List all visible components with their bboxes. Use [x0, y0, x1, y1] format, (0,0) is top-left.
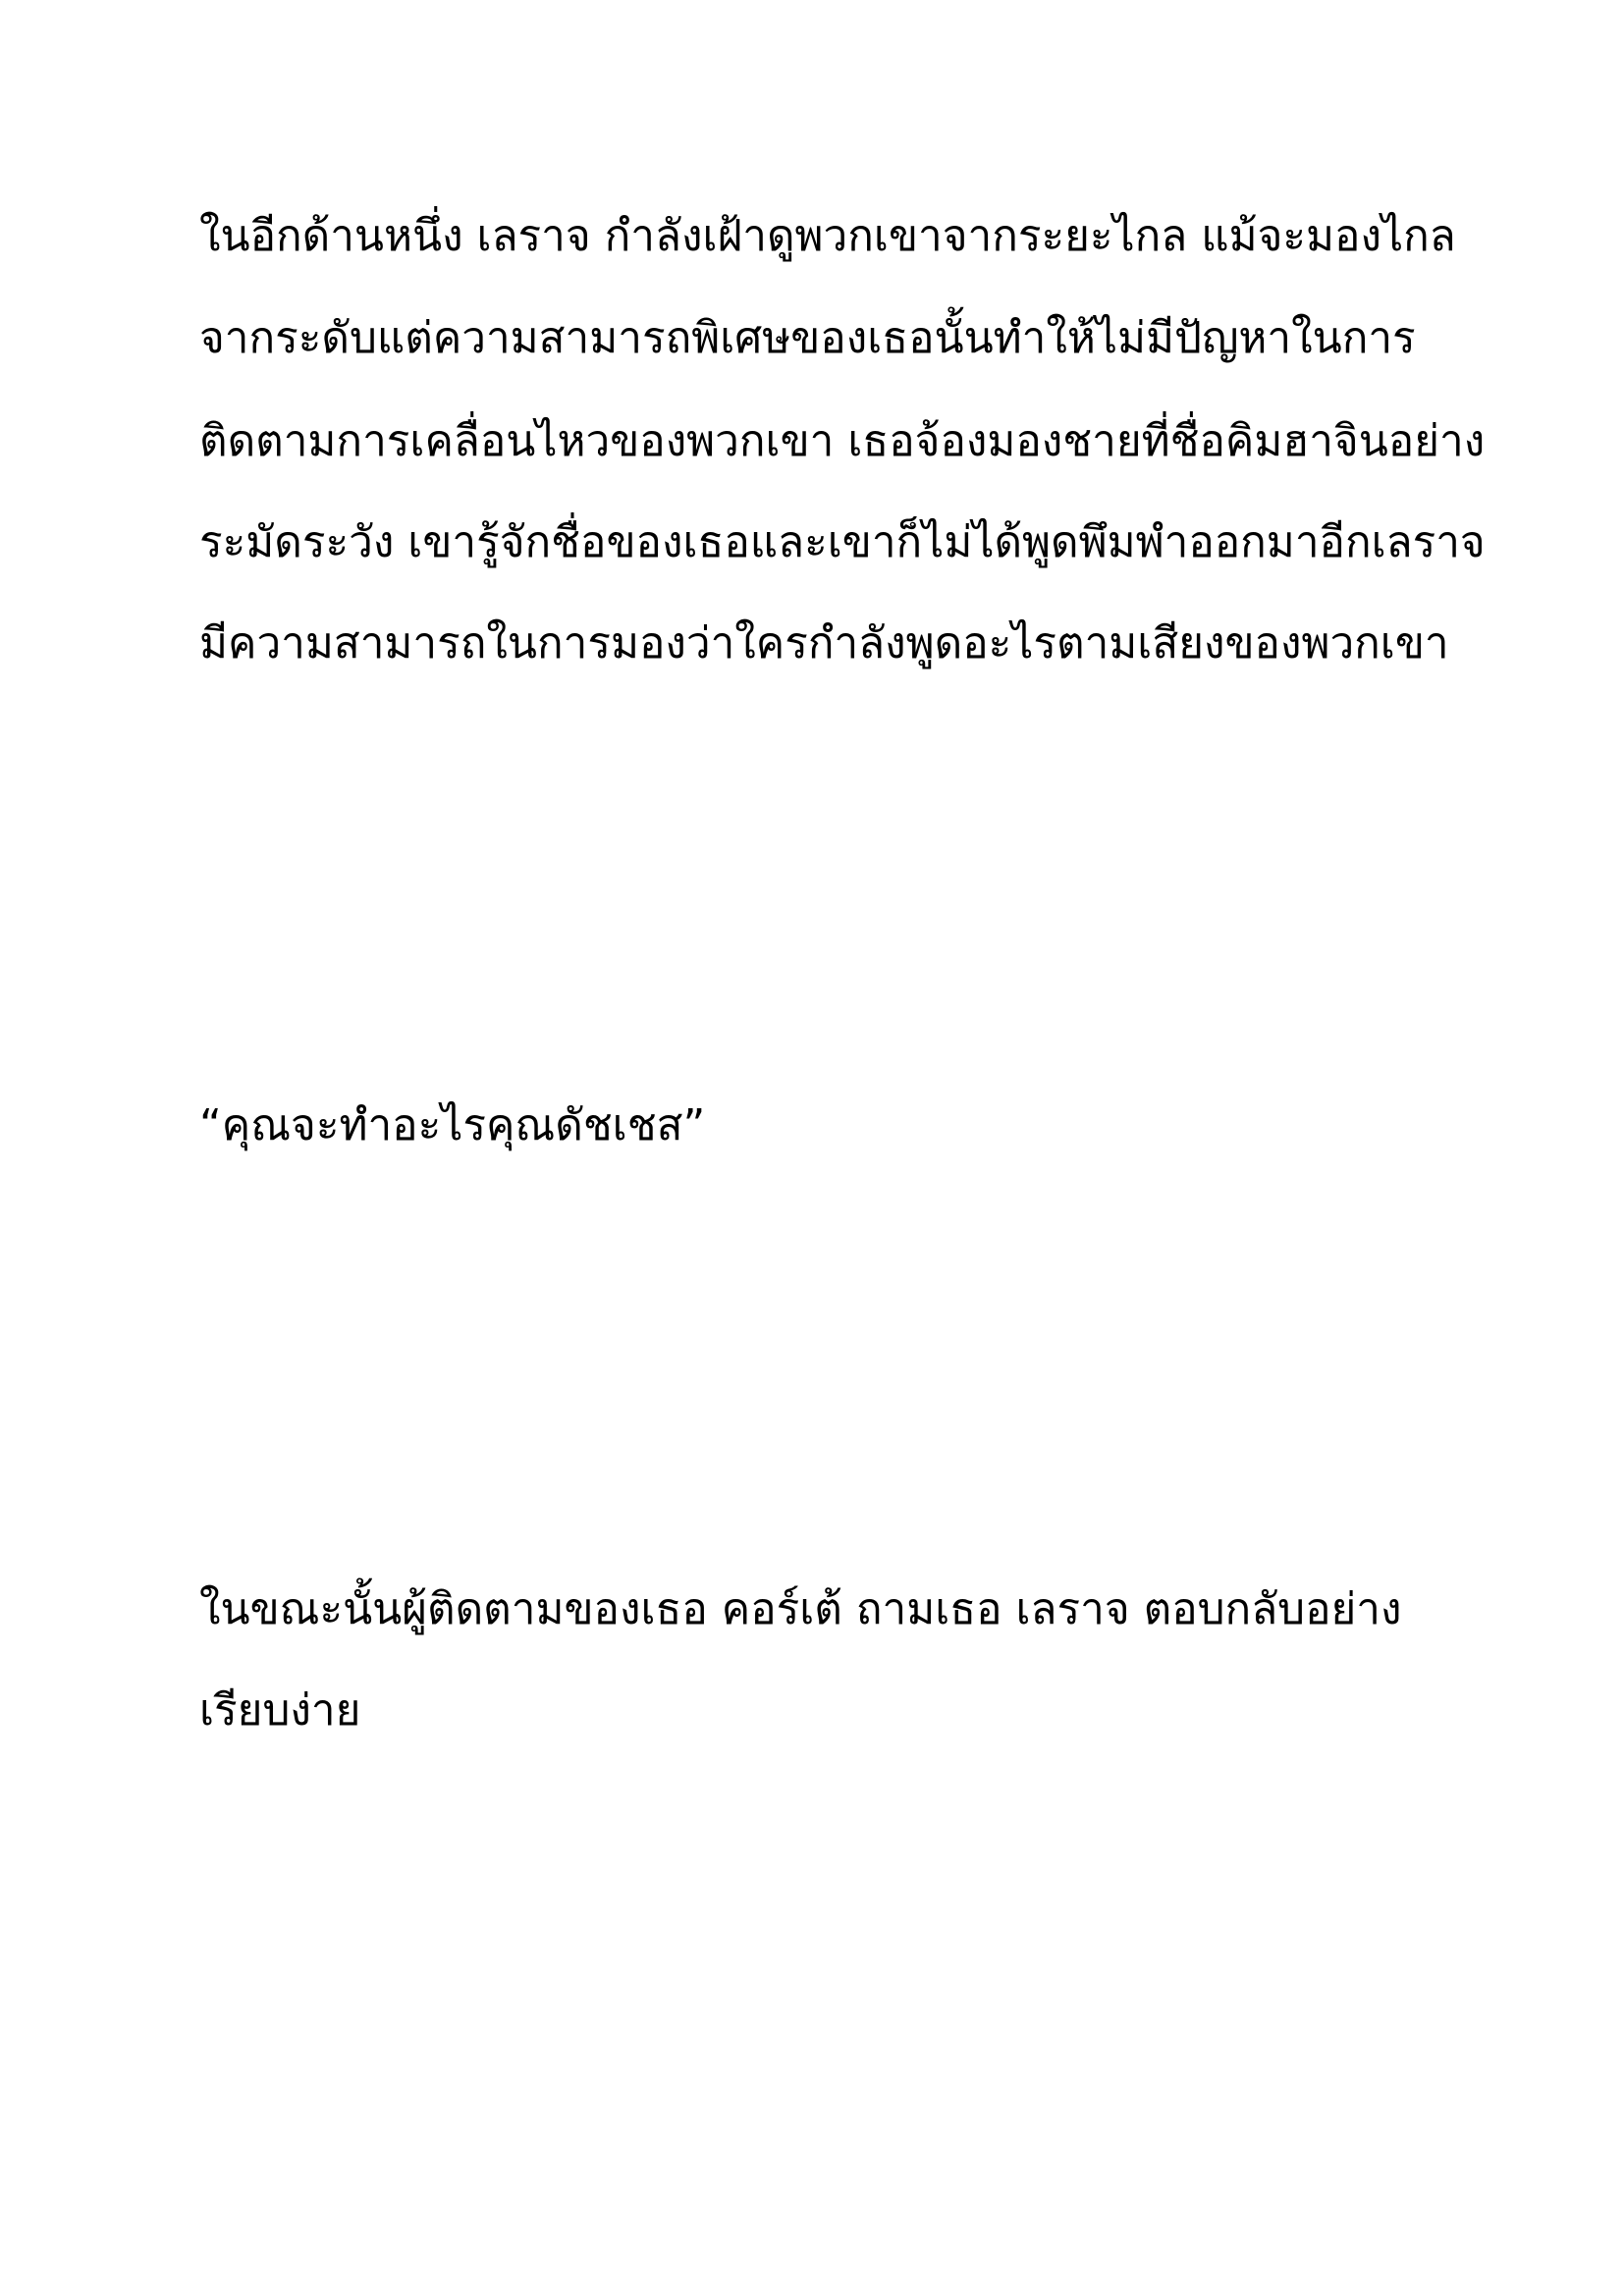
text-line: มีความสามารถในการมองว่าใครกำลังพูดอะไรตามเสียงของพวกเขา: [199, 618, 1449, 668]
text-line: ในขณะนั้นผู้ติดตามของเธอ คอร์เต้ ถามเธอ เลราจ ตอบกลับอย่าง: [199, 1584, 1402, 1634]
text-line: จากระดับแต่ความสามารถพิเศษของเธอนั้นทำให้ไม่มีปัญหาในการ: [199, 313, 1416, 363]
dialogue-line: “คุณจะทำอะไรคุณดัชเชส”: [199, 1100, 706, 1150]
text-line: เรียบง่าย: [199, 1685, 361, 1735]
text-line: ติดตามการเคลื่อนไหวของพวกเขา เธอจ้องมองชายที่ชื่อคิมฮาจินอย่าง: [199, 416, 1486, 466]
text-line: ระมัดระวัง เขารู้จักชื่อของเธอและเขาก็ไม่ได้พูดพึมพำออกมาอีกเลราจ: [199, 517, 1486, 567]
text-line: ในอีกด้านหนึ่ง เลราจ กำลังเฝ้าดูพวกเขาจากระยะไกล แม้จะมองไกล: [199, 211, 1456, 261]
